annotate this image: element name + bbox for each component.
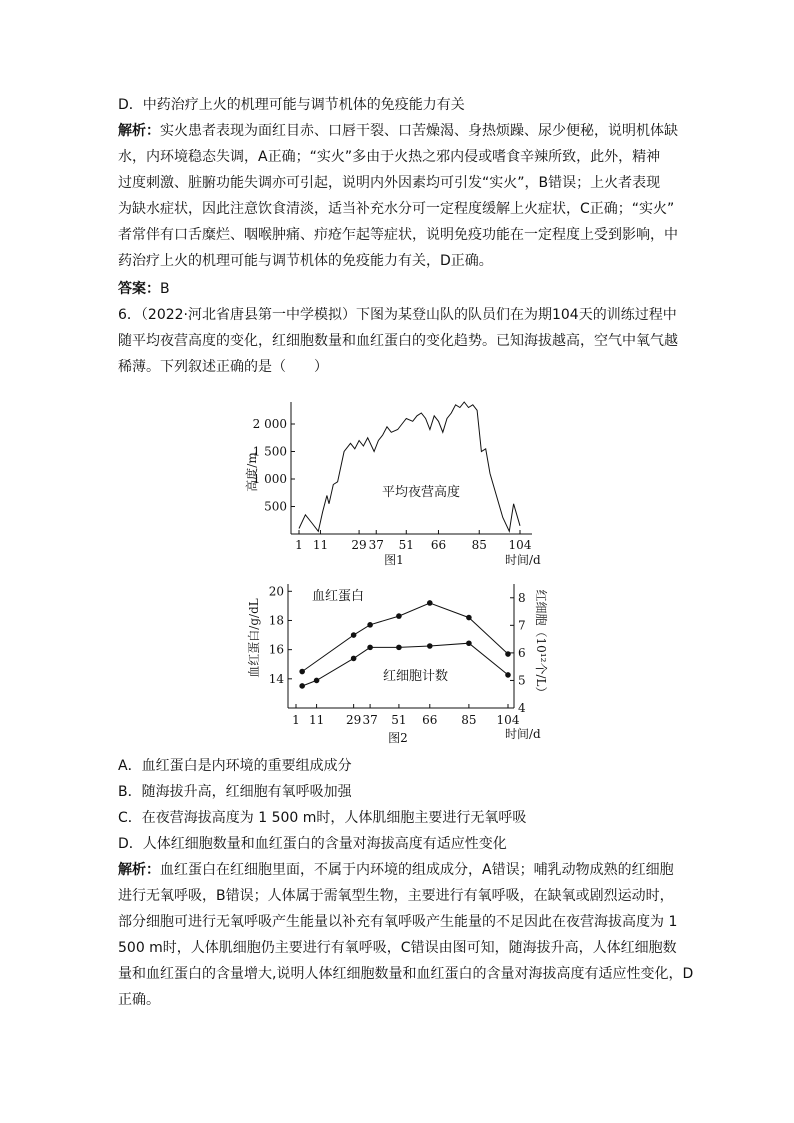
fig2-xtick-label: 66: [422, 713, 438, 727]
fig2-hemoglobin-point: [299, 669, 305, 675]
fig1-caption: 图1: [384, 553, 404, 567]
fig2-rbc-point: [299, 683, 305, 689]
q5-analysis-line-2: 水，内环境稳态失调，A正确；“实火”多由于火热之邪内侵或嗜食辛辣所致，此外，精神: [118, 149, 661, 165]
q5-analysis-label: 解析：: [118, 123, 160, 139]
figure-1-chart: [0, 392, 794, 572]
fig2-xtick-label: 37: [362, 713, 378, 727]
q5-answer: [118, 279, 170, 299]
fig2-rbc-point: [505, 672, 511, 678]
fig2-left-tick-label: 20: [268, 584, 284, 599]
fig2-hemoglobin-point: [466, 615, 472, 621]
q6-analysis-line-3: 部分细胞可进行无氧呼吸产生能量以补充有氧呼吸产生能量的不足因此在夜营海拔高度为 1: [118, 914, 678, 930]
fig2-rbc-point: [351, 656, 357, 662]
fig2-right-tick-label: 6: [518, 645, 526, 660]
fig2-xtick-label: 51: [391, 713, 407, 727]
fig2-hemoglobin-point: [396, 613, 402, 619]
q6-stem-line-3: 稀薄。下列叙述正确的是（ ）: [118, 359, 328, 375]
q6-stem-line-2: 随平均夜营高度的变化，红细胞数量和血红蛋白的变化趋势。已知海拔越高，空气中氧气越: [118, 333, 678, 349]
q5-answer-value: B: [160, 281, 170, 297]
q5-option-d: D．中药治疗上火的机理可能与调节机体的免疫能力有关: [118, 97, 465, 113]
fig1-xtick-label: 29: [351, 538, 367, 552]
fig1-xlabel: 时间/d: [505, 553, 541, 567]
fig2-left-tick-label: 18: [268, 613, 284, 628]
q6-analysis-line-2: 进行无氧呼吸，B错误；人体属于需氧型生物，主要进行有氧呼吸，在缺氧或剧烈运动时，: [118, 888, 674, 904]
fig2-hemoglobin-point: [505, 651, 511, 657]
q6-option-b: B．随海拔升高，红细胞有氧呼吸加强: [118, 784, 352, 800]
q5-analysis-text: 实火患者表现为面红目赤、口唇干裂、口苦燥渴、身热烦躁、尿少便秘，说明机体缺: [160, 123, 678, 139]
fig2-ylabel-right: 红细胞（10¹²个/L）: [534, 589, 548, 699]
fig1-ytick-label: 1 500: [252, 444, 287, 459]
fig1-annotation: 平均夜营高度: [382, 485, 461, 500]
q6-analysis-text: 血红蛋白在红细胞里面，不属于内环境的组成成分，A错误；哺乳动物成熟的红细胞: [160, 862, 674, 878]
q6-analysis-line-1: [118, 860, 674, 880]
fig2-rbc-point: [466, 640, 472, 646]
fig1-xtick-label: 104: [508, 538, 532, 552]
fig2-hemoglobin-label: 血红蛋白: [312, 589, 365, 604]
q5-analysis-line-4: 为缺水症状，因此注意饮食清淡，适当补充水分可一定程度缓解上火症状，C正确；“实火”: [118, 201, 675, 217]
fig2-caption: 图2: [388, 731, 408, 745]
fig2-right-tick-label: 5: [518, 673, 526, 688]
q6-option-a: A．血红蛋白是内环境的重要组成成分: [118, 758, 352, 774]
q6-option-c: C．在夜营海拔高度为 1 500 m时，人体肌细胞主要进行无氧呼吸: [118, 810, 527, 826]
q6-analysis-line-4: 500 m时，人体肌细胞仍主要进行有氧呼吸，C错误由图可知，随海拔升高，人体红细胞数: [118, 940, 677, 956]
q6-analysis-line-6: 正确。: [118, 992, 160, 1008]
fig2-hemoglobin-line: [302, 603, 508, 672]
fig1-xtick-label: 37: [368, 538, 384, 552]
fig2-rbc-point: [314, 678, 320, 684]
fig2-xtick-label: 29: [345, 713, 362, 727]
fig2-left-tick-label: 16: [268, 642, 284, 657]
q5-answer-label: 答案：: [118, 281, 160, 297]
q6-analysis-line-5: 量和血红蛋白的含量增大,说明人体红细胞数量和血红蛋白的含量对海拔高度有适应性变化，D: [118, 966, 694, 982]
q5-analysis-line-1: [118, 121, 678, 141]
fig2-rbc-point: [367, 645, 373, 651]
fig2-xtick-label: 85: [461, 713, 477, 727]
fig1-ytick-label: 1 000: [252, 472, 287, 486]
q6-stem-line-1: 6．（2022·河北省唐县第一中学模拟）下图为某登山队的队员们在为期104天的训练过程中: [118, 307, 677, 323]
fig2-right-tick-label: 8: [518, 590, 526, 605]
fig1-ytick-label: 500: [264, 499, 287, 514]
fig2-hemoglobin-point: [367, 622, 373, 628]
fig2-xlabel: 时间/d: [505, 727, 541, 741]
fig2-ylabel-left: 血红蛋白/g/dL: [247, 598, 261, 678]
fig2-rbc-point: [427, 643, 433, 649]
q6-analysis-label: 解析：: [118, 862, 160, 878]
q5-analysis-line-6: 药治疗上火的机理可能与调节机体的免疫能力有关，D正确。: [118, 253, 493, 269]
q5-analysis-line-5: 者常伴有口舌糜烂、咽喉肿痛、疖疮乍起等症状，说明免疫功能在一定程度上受到影响，中: [118, 227, 678, 243]
fig2-xtick-label: 104: [496, 713, 520, 727]
fig2-right-tick-label: 4: [518, 701, 526, 715]
fig1-xtick-label: 1: [295, 538, 303, 552]
fig2-rbc-label: 红细胞计数: [383, 669, 449, 684]
fig2-hemoglobin-point: [427, 600, 433, 606]
fig1-ytick-label: 2 000: [252, 417, 287, 431]
fig1-xtick-label: 11: [312, 538, 329, 552]
fig2-xtick-label: 1: [292, 713, 300, 727]
fig2-xtick-label: 11: [308, 713, 325, 727]
fig1-xtick-label: 51: [398, 538, 414, 552]
figure-2-chart: [0, 578, 794, 748]
fig2-left-tick-label: 14: [268, 671, 284, 686]
fig1-xtick-label: 85: [471, 538, 487, 552]
q5-analysis-line-3: 过度刺激、脏腑功能失调亦可引起，说明内外因素均可引发“实火”，B错误；上火者表现: [118, 175, 661, 191]
fig2-hemoglobin-point: [351, 632, 357, 638]
fig2-right-tick-label: 7: [518, 618, 526, 633]
fig2-rbc-point: [396, 645, 402, 651]
fig1-xtick-label: 66: [430, 538, 447, 552]
q6-option-d: D．人体红细胞数量和血红蛋白的含量对海拔高度有适应性变化: [118, 836, 507, 852]
fig1-ylabel: 高度/m: [245, 452, 259, 492]
fig1-series-line: [299, 402, 520, 531]
